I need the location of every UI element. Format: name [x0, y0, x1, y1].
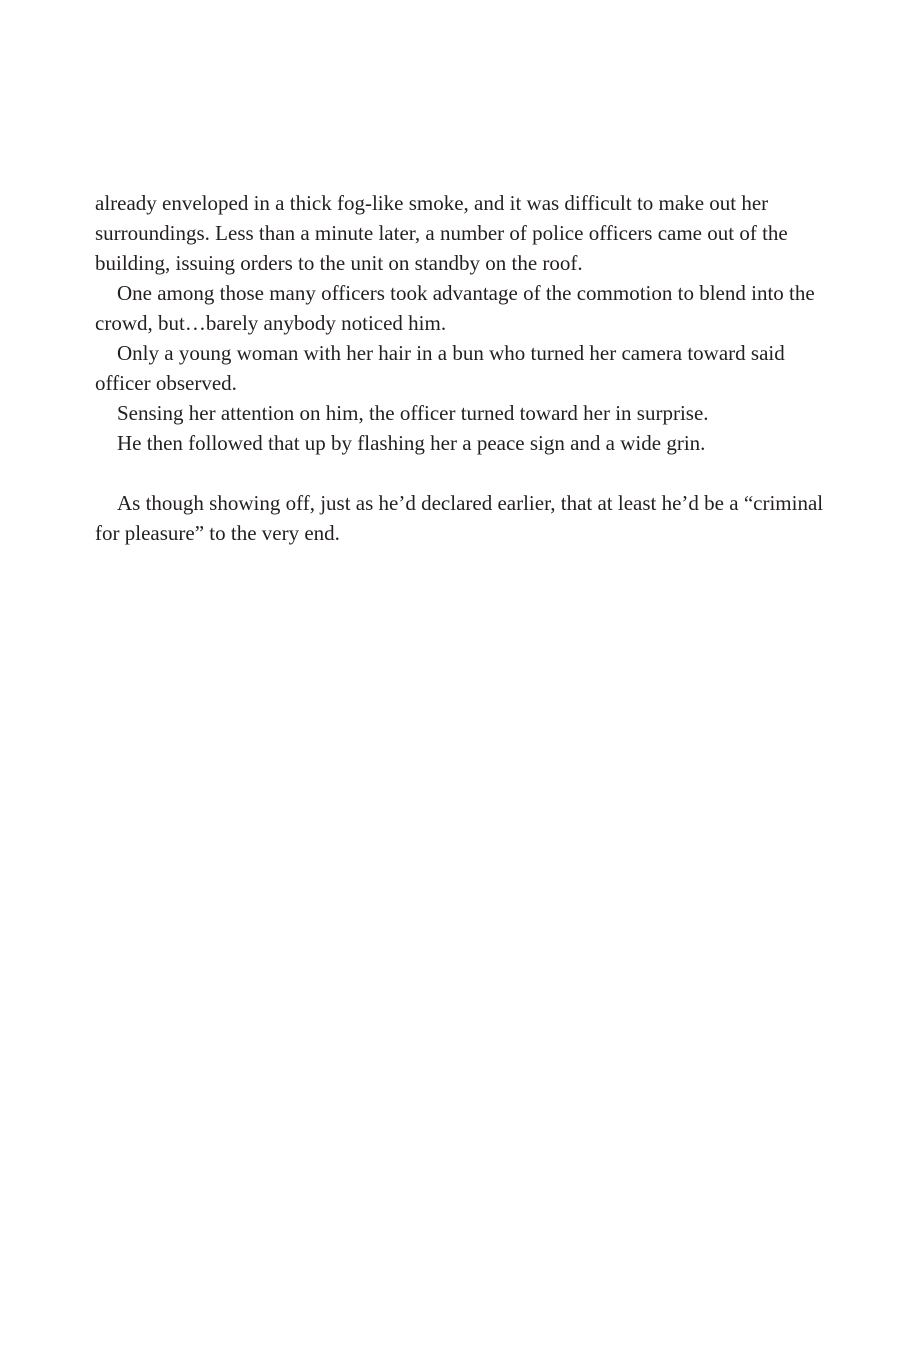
body-text: [95, 188, 835, 548]
paragraph: Only a young woman with her hair in a bun who turned her camera toward said officer observed.: [95, 341, 785, 395]
paragraph: He then followed that up by flashing her a peace sign and a wide grin.: [117, 431, 706, 455]
paragraph: One among those many officers took advantage of the commotion to blend into the crowd, but…barely anybody noticed him.: [95, 281, 815, 335]
paragraph: Sensing her attention on him, the officer turned toward her in surprise.: [117, 401, 709, 425]
paragraph-continued: already enveloped in a thick fog-like smoke, and it was difficult to make out her surroundings. Less than a minute later, a number of police officers came out of the building, issuing orders to the unit on standby on the roof.: [95, 191, 788, 275]
scene-break: [95, 458, 835, 488]
paragraph: As though showing off, just as he’d declared earlier, that at least he’d be a “criminal for pleasure” to the very end.: [95, 491, 824, 545]
